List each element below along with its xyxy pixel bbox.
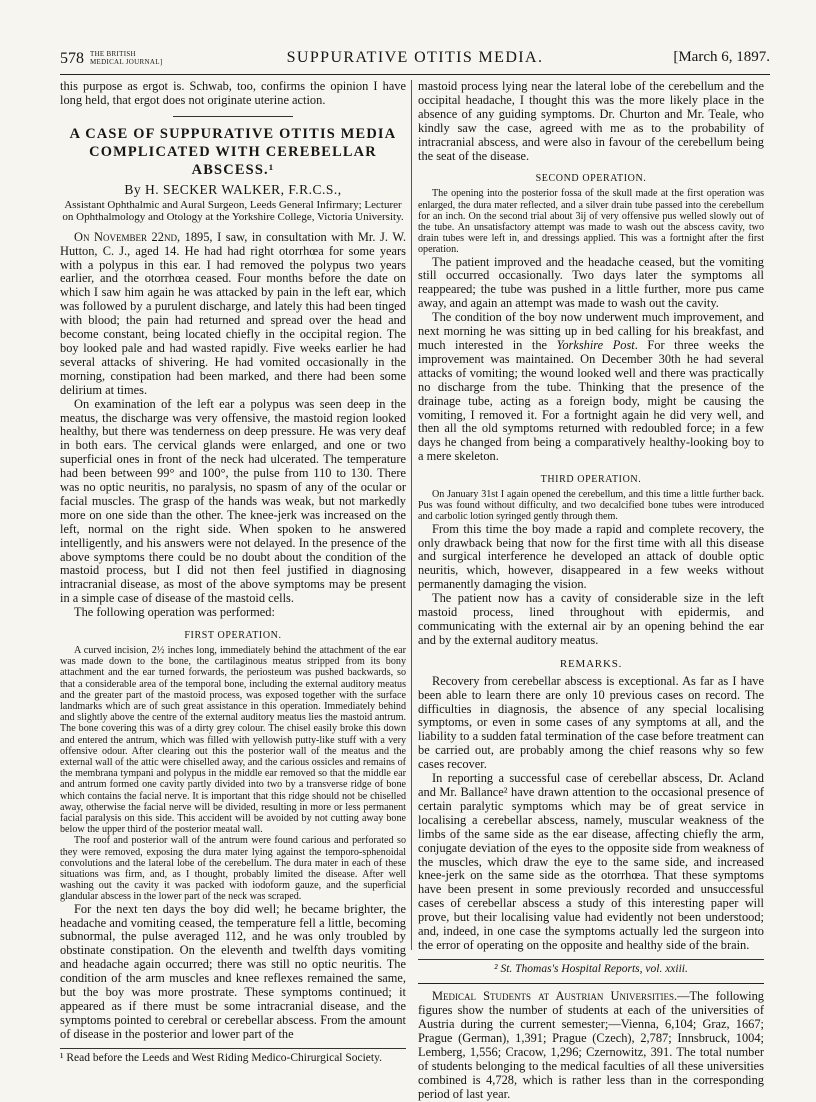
outcome-paragraph-2: [418, 311, 764, 464]
outcome-paragraph-1: The patient improved and the headache ceased, but the vomiting still occurred occasionally. Two days later the symptoms all reappeared; the tube was pushed in a little further, more pus came away, and again an attempt was made to wash out the cavity.: [418, 254, 764, 311]
article-title: A CASE OF SUPPURATIVE OTITIS MEDIA COMPLICATED WITH CEREBELLAR ABSCESS.¹: [69, 125, 397, 178]
remarks-heading: REMARKS.: [559, 657, 623, 670]
third-operation-text: On January 31st I again opened the cerebellum, and this time a little further back. Pus was found without difficulty, and two decalcified bone tubes were introduced and carbolic lotion syringed gently through them.: [418, 489, 764, 523]
outcome-paragraph-2a: The condition of the boy now underwent much improvement, and next morning he was sitting up in bed calling for his breakfast, and much interested in the: [418, 310, 764, 352]
newspaper-name: Yorkshire Post: [556, 338, 635, 352]
right-column: [418, 80, 764, 1102]
outcome-paragraph-2b: . For three weeks the improvement was maintained. On December 30th he had several attacks of vomiting; the wound looked well and there was practically no discharge from the tube. Thinking that the presence of the drainage tube, acting as a foreign body, might be causing the vomiting, I removed it. For a fortnight again he did very well, and then all the old symptoms returned with redoubled force; in a few days he changed from being a comparatively healthy-looking boy to a mere skeleton.: [418, 338, 765, 464]
case-lead-words: On November 22nd,: [74, 229, 181, 244]
running-title: SUPPURATIVE OTITIS MEDIA.: [286, 49, 544, 66]
section-rule: [418, 983, 764, 985]
issue-date: [March 6, 1897.: [673, 49, 770, 65]
footnote-2-text: ² St. Thomas's Hospital Reports, vol. xxiii.: [494, 962, 688, 975]
footnote-2: [418, 959, 764, 977]
students-paragraph: [418, 990, 764, 1101]
first-operation-text-2: The roof and posterior wall of the antrum were found carious and perforated so they were removed, exposing the dura mater lying against the temporo-sphenoidal convolutions and the lateral lobe of the cerebellum. The dura mater in each of these situations was firm, and, as I thought, probably limited the disease. After well washing out the cavity it was packed with iodoform gauze, and the superficial glandular abscess in the lower part of the neck was scraped.: [60, 835, 406, 903]
cavity-paragraph: The patient now has a cavity of considerable size in the left mastoid process, lined throughout with epidermis, and communicating with the external air by an opening behind the ear and by the external auditory meatus.: [418, 591, 764, 647]
case-paragraph-1: [60, 231, 406, 398]
page-number: 578: [60, 50, 84, 67]
left-column: [60, 80, 406, 1066]
case-paragraph-4: For the next ten days the boy did well; he became brighter, the headache and vomiting ceased, the temperature fell a little, becoming subnormal, the pulse averaged 112, and he was only troubled by obstinate constipation. On the eleventh and twelfth days vomiting and headache again occurred; there was still no optic neuritis. The condition of the arm muscles and knee reflexes remained the same, but the boy was more prostrate. These symptoms continued; it appeared as if there must be some intracranial disease, and the symptoms pointed to cerebral or cerebellar abscess. From the amount of disease in the posterior and lower part of the: [60, 901, 406, 1041]
journal-name: THE BRITISH MEDICAL JOURNAL]: [90, 50, 163, 66]
students-heading: Medical Students at Austrian Universities.: [432, 989, 678, 1004]
students-text: —The following figures show the number of students at each of the universities of Austria during the current semester;—Vienna, 6,104; Graz, 1667; Prague (German), 1,391; Prague (Czech), 2,787; Innsbruck, 1004; Lemberg, 1,556; Cracow, 1,296; Czernowitz, 391. The total number of students belonging to the medical faculties of all these universities combined is 4,728, which is rather less than in the corresponding period of last year.: [418, 989, 764, 1101]
remarks-paragraph-1: Recovery from cerebellar abscess is exceptional. As far as I have been able to learn there are only 10 previous cases on record. The difficulties in diagnosis, the absence of any special localising symptoms, or even in some cases of any symptoms at all, and the liability to a sudden fatal termination of the case before treatment can be carried out, are probably among the chief reasons why so few cases recover.: [418, 673, 764, 772]
intro-paragraph: this purpose as ergot is. Schwab, too, confirms the opinion I have long held, that ergot does not originate uterine action.: [60, 79, 406, 107]
continued-paragraph: mastoid process lying near the lateral lobe of the cerebellum and the occipital headache, I thought this was the more likely place in the absence of any guiding symptoms. Dr. Churton and Mr. Teale, who kindly saw the case, agreed with me as to the probability of intracranial abscess, and were also in favour of the cerebellum being the seat of the disease.: [418, 79, 764, 163]
case-paragraph-3: The following operation was performed:: [74, 605, 275, 620]
article-author: By H. SECKER WALKER, F.R.C.S.,: [124, 181, 342, 197]
author-affiliation: Assistant Ophthalmic and Aural Surgeon, Leeds General Infirmary; Lecturer on Ophthalmology and Otology at the Yorkshire College, Victoria University.: [62, 198, 404, 223]
title-rule: [173, 116, 293, 117]
journal-name-line2: MEDICAL JOURNAL: [90, 58, 160, 66]
first-operation-text: A curved incision, 2½ inches long, immediately behind the attachment of the ear was made down to the bone, the cartilaginous meatus stripped from its bony attachment and the ear turned forwards, the periosteum was pushed backwards, so that a considerable area of the temporal bone, including the external auditory meatus and the greater part of the mastoid process, was exposed together with the surface landmarks which are of such great assistance in this operation. Immediately behind and slightly above the centre of the external auditory meatus lies the mastoid antrum. The bone covering this was of a dirty grey colour. The chisel easily broke this down and entered the antrum, which was filled with yellowish putty-like stuff with a very offensive odour. After clearing out this the posterior wall of the meatus and the external wall of the attic were chiselled away, and the carious ossicles and remains of the membrana tympani and polypus in the middle ear removed so that the middle ear and antrum formed one cavity partly divided into two by a transverse ridge of bone which contains the facial nerve. It is important that this ridge should not be chiselled away, otherwise the facial nerve will be divided, resulting in more or less permanent facial paralysis on this side. This accident will be avoided by not cutting away bone below the upper third of the posterior meatal wall.: [60, 645, 406, 836]
second-operation-text: The opening into the posterior fossa of the skull made at the first operation was enlarged, the dura mater reflected, and a silver drain tube passed into the cerebellum for an inch. On the second trial about 3ij of very offensive pus welled slowly out of the tube. An unsatisfactory attempt was made to wash out the abscess cavity, two drain tubes were left in, and dressings applied. This was a fortnight after the first operation.: [418, 188, 764, 256]
page-header: [60, 44, 770, 75]
remarks-paragraph-2: In reporting a successful case of cerebellar abscess, Dr. Acland and Mr. Ballance² have drawn attention to the occasional presence of certain paralytic symptoms which may be of great service in localising a cerebellar abscess, namely, muscular weakness of the limbs of the same side as the ear disease, affecting chiefly the arm, conjugate deviation of the eyes to the opposite side from weakness of the muscles, which draw the eye to the same side, and increased knee-jerk on the same side as the otorrhœa. That these symptoms have been present in some previously recorded and unsuccessful cases of cerebellar abscess a study of this interesting paper will prove, but their localising value had evidently not been understood; and, indeed, in one case the symptoms actually led the surgeon into the error of operating on the opposite and healthy side of the brain.: [418, 771, 764, 952]
case-paragraph-1-text: 1895, I saw, in consultation with Mr. J. W. Hutton, C. J., aged 14. He had had right otorrhœa for some years with a polypus in this ear. I had removed the polypus two years earlier, and the otorrhœa ceased. Four months before the date on which I saw him again he was attacked by pain in the left ear, which was followed by a purulent discharge, and lately this had been tinged with blood; the pain had returned and spread over the head and become constant, being located chiefly in the occipital region. The boy looked pale and had wasted rapidly. Five weeks earlier he had several attacks of shivering. He had vomited occasionally in the morning, constipation had been marked, and there had been some delirium at times.: [60, 229, 406, 397]
first-operation-heading: FIRST OPERATION.: [184, 630, 282, 642]
third-operation-heading: THIRD OPERATION.: [540, 474, 642, 486]
recovery-paragraph: From this time the boy made a rapid and complete recovery, the only drawback being that now for the first time with all this disease and surgical interference he developed an attack of double optic neuritis, which, however, disappeared in a few weeks without permanently damaging the vision.: [418, 521, 764, 592]
second-operation-heading: SECOND OPERATION.: [535, 173, 647, 185]
footnote-1: ¹ Read before the Leeds and West Riding Medico-Chirurgical Society.: [60, 1048, 406, 1066]
journal-name-line1: THE BRITISH: [90, 50, 136, 58]
column-divider: [411, 80, 412, 950]
case-paragraph-2: On examination of the left ear a polypus was seen deep in the meatus, the discharge was very offensive, the mastoid region looked healthy, but there was tenderness on deep pressure. He was very deaf in both ears. The cervical glands were enlarged, and one or two superficial ones in front of the neck had ulcerated. The temperature had been between 99° and 100°, the pulse from 110 to 130. There was no optic neuritis, no paralysis, no spasm of any of the ocular or facial muscles. The grasp of the hands was weak, but not markedly more on one side than the other. The knee-jerk was increased on the left, normal on the right side. When spoken to he answered intelligently, and his answers were not delayed. In the presence of the above symptoms there could be no doubt about the condition of the mastoid process, but I did not then feel justified in diagnosing intracranial disease, as most of the above symptoms may be present in a simple case of disease of the mastoid cells.: [60, 396, 406, 606]
